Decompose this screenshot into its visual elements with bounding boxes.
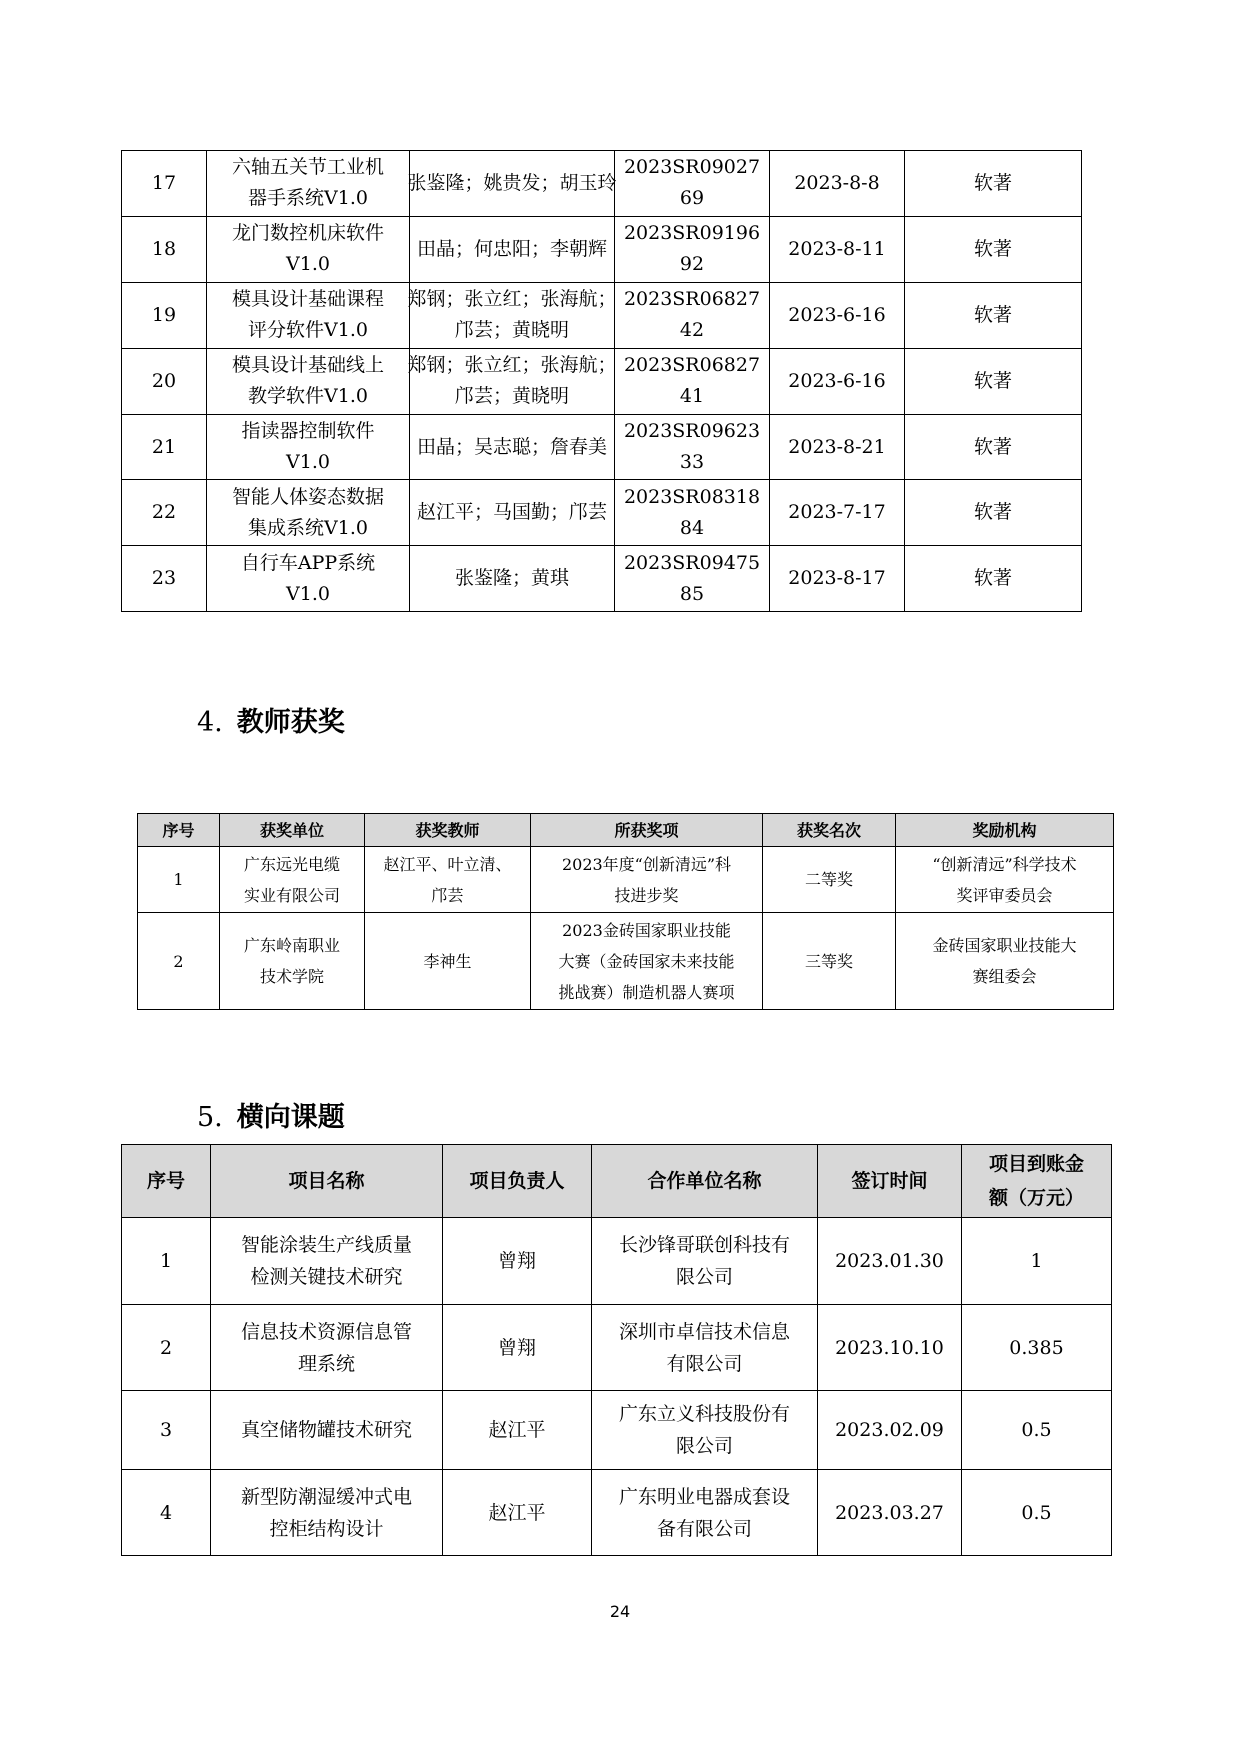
award-rank [763,847,896,913]
project-name-line: 新型防潮湿缓冲式电 [240,1485,412,1508]
row-number-line: 23 [151,567,177,590]
ip-type-line: 软著 [973,171,1012,194]
column-header [211,1145,443,1218]
column-header [365,814,531,847]
award-name-line: 2023金砖国家职业技能 [562,920,731,940]
software-name-line: 模具设计基础课程 [231,288,384,311]
column-header-line: 签订时间 [851,1170,928,1192]
authors [407,151,617,217]
registration-date [770,546,905,612]
registration-number-line: 41 [679,385,705,408]
row-number-line: 19 [151,303,177,326]
project-leader [443,1391,592,1470]
project-leader-line: 曾翔 [497,1336,536,1359]
registration-date-line: 2023-8-11 [788,237,886,260]
award-unit-line: 技术学院 [259,967,324,986]
row-number [122,151,207,217]
project-leader [443,1470,592,1556]
software-name-line: 集成系统V1.0 [248,516,368,539]
software-name [207,216,410,282]
project-name-line: 智能涂装生产线质量 [240,1234,412,1256]
funding-amount [962,1218,1112,1305]
registration-number [615,414,770,480]
signing-date-line: 2023.02.09 [835,1419,944,1441]
horizontal-projects-table [121,1144,1112,1556]
software-name-line: 六轴五关节工业机 [231,156,384,179]
column-header-line: 序号 [146,1170,185,1192]
registration-date-line: 2023-6-16 [788,369,886,392]
award-rank [763,913,896,1010]
award-unit-line: 广东岭南职业 [243,936,340,955]
partner-unit-line: 长沙锋哥联创科技有 [618,1234,790,1256]
partner-unit [592,1391,818,1470]
award-unit-line: 广东远光电缆 [243,854,340,874]
award-teachers-line: 赵江平、叶立清、 [383,854,512,874]
ip-type-line: 软著 [973,501,1012,524]
table-row [138,913,1114,1010]
partner-unit-line: 广东明业电器成套设 [618,1485,790,1508]
software-name-line: 器手系统V1.0 [248,187,368,210]
column-header [122,1145,211,1218]
project-leader [443,1305,592,1391]
project-name [211,1470,443,1556]
row-number [122,1218,211,1305]
project-name-line: 理系统 [297,1352,355,1375]
registration-number-line: 84 [679,516,705,539]
row-number-line: 22 [151,501,177,524]
award-teachers [365,913,531,1010]
row-number [122,480,207,546]
column-header-line: 获奖单位 [259,820,324,840]
teacher-awards-table [137,813,1114,1010]
row-number [138,913,220,1010]
registration-date [770,282,905,348]
partner-unit-line: 限公司 [675,1435,733,1457]
signing-date [818,1391,962,1470]
registration-number-line: 33 [679,451,705,473]
column-header-line: 序号 [162,820,195,840]
project-name-line: 真空储物罐技术研究 [240,1419,412,1441]
column-header [592,1145,818,1218]
row-number [122,1470,211,1556]
authors-line: 邝芸；黄晓明 [454,319,569,342]
registration-number [615,151,770,217]
award-name-line: 2023年度“创新清远”科 [561,854,732,874]
award-name-line: 技进步奖 [614,885,679,905]
column-header-line: 额（万元） [988,1187,1084,1209]
ip-type-line: 软著 [973,303,1012,326]
table-row [122,546,1082,612]
authors-line: 张鉴隆；姚贵发；胡玉玲 [407,171,617,194]
table-row [122,480,1082,546]
software-name [207,414,410,480]
authors-line: 郑钢；张立红；张海航； [407,288,617,311]
authors-line: 邝芸；黄晓明 [454,385,569,408]
registration-date-line: 2023-8-17 [788,567,886,590]
registration-date [770,216,905,282]
row-number [122,348,207,414]
award-name [531,847,763,913]
award-name-line: 挑战赛）制造机器人赛项 [558,982,735,1002]
award-organization [896,913,1114,1010]
project-name [211,1218,443,1305]
table-header-row [122,1145,1112,1218]
partner-unit-line: 深圳市卓信技术信息 [618,1320,790,1343]
row-number-line: 17 [151,171,177,194]
software-name [207,151,410,217]
software-name-line: V1.0 [286,253,330,276]
project-name-line: 控柜结构设计 [269,1517,384,1540]
award-name [531,913,763,1010]
signing-date [818,1218,962,1305]
funding-amount-line: 0.5 [1021,1419,1052,1441]
row-number [138,847,220,913]
registration-number-line: 42 [679,319,705,342]
software-copyright-table [121,150,1082,612]
authors [410,216,615,282]
partner-unit [592,1218,818,1305]
registration-number [615,480,770,546]
award-organization-line: 赛组委会 [972,967,1037,986]
authors-line: 张鉴隆；黄琪 [454,567,569,590]
section-heading-awards [197,700,345,739]
table-header-row [138,814,1114,847]
ip-type-line: 软著 [973,567,1012,590]
ip-type [905,546,1082,612]
row-number-line: 3 [159,1419,173,1441]
registration-number-line: 2023SR09623 [623,420,761,442]
row-number [122,216,207,282]
software-name-line: 指读器控制软件 [241,420,375,442]
column-header [531,814,763,847]
funding-amount [962,1470,1112,1556]
software-name [207,546,410,612]
row-number-line: 18 [151,237,177,260]
registration-number-line: 2023SR06827 [623,354,761,377]
column-header [138,814,220,847]
award-organization-line: “创新清远”科学技术 [932,854,1077,874]
project-leader-line: 赵江平 [488,1501,546,1524]
ip-type [905,216,1082,282]
column-header-line: 项目到账金 [988,1153,1084,1175]
registration-date-line: 2023-8-21 [788,435,886,458]
column-header [896,814,1114,847]
section-heading-projects [197,1095,345,1134]
software-name-line: 自行车APP系统 [240,551,376,574]
award-rank-line: 二等奖 [804,870,853,889]
row-number [122,414,207,480]
table-row [122,1218,1112,1305]
project-leader-line: 曾翔 [497,1250,536,1272]
registration-number-line: 2023SR09475 [623,551,761,574]
table-row [122,414,1082,480]
authors-line: 郑钢；张立红；张海航； [407,354,617,377]
software-name [207,480,410,546]
ip-type [905,348,1082,414]
funding-amount [962,1305,1112,1391]
software-name-line: 评分软件V1.0 [248,319,368,342]
column-header [818,1145,962,1218]
funding-amount [962,1391,1112,1470]
row-number-line: 2 [173,951,184,971]
ip-type-line: 软著 [973,435,1012,458]
partner-unit [592,1305,818,1391]
registration-date [770,480,905,546]
section-number: 4. [197,707,223,738]
award-organization-line: 金砖国家职业技能大 [932,936,1077,955]
row-number-line: 20 [151,369,177,392]
authors [410,546,615,612]
table-row [122,216,1082,282]
software-name [207,348,410,414]
award-teachers-line: 李神生 [423,951,472,971]
registration-date [770,414,905,480]
partner-unit-line: 备有限公司 [656,1517,752,1540]
ip-type [905,282,1082,348]
award-name-line: 大赛（金砖国家未来技能 [558,951,735,971]
table-row [122,1305,1112,1391]
registration-number-line: 85 [679,582,705,605]
section-title: 教师获奖 [236,707,345,738]
section-number: 5. [197,1102,223,1133]
award-teachers-line: 邝芸 [431,885,464,905]
award-teachers [365,847,531,913]
authors-line: 田晶；吴志聪；詹春美 [416,435,607,458]
project-leader [443,1218,592,1305]
award-rank-line: 三等奖 [804,951,853,971]
award-organization-line: 奖评审委员会 [956,885,1053,905]
registration-date [770,348,905,414]
authors-line: 田晶；何忠阳；李朝辉 [416,237,607,260]
registration-number-line: 2023SR08318 [623,485,761,508]
registration-number [615,348,770,414]
table-row [138,847,1114,913]
registration-number-line: 92 [679,253,705,276]
column-header [962,1145,1112,1218]
partner-unit-line: 广东立义科技股份有 [618,1403,790,1425]
ip-type-line: 软著 [973,369,1012,392]
registration-number-line: 2023SR09196 [623,222,761,245]
column-header-line: 获奖名次 [796,820,861,840]
registration-date [770,151,905,217]
column-header-line: 项目名称 [288,1170,365,1192]
ip-type [905,151,1082,217]
row-number [122,1391,211,1470]
software-name-line: V1.0 [286,451,330,473]
authors [407,348,617,414]
registration-number-line: 2023SR06827 [623,288,761,311]
software-name [207,282,410,348]
registration-date-line: 2023-8-8 [794,171,880,194]
authors [410,414,615,480]
row-number [122,282,207,348]
authors [410,480,615,546]
funding-amount-line: 1 [1030,1250,1043,1272]
software-name-line: 龙门数控机床软件 [231,222,384,245]
registration-date-line: 2023-7-17 [788,501,886,524]
registration-number-line: 2023SR09027 [623,156,761,179]
page-number: 24 [609,1602,631,1621]
signing-date-line: 2023.01.30 [835,1250,944,1272]
column-header [443,1145,592,1218]
project-name-line: 信息技术资源信息管 [240,1320,412,1343]
row-number [122,546,207,612]
project-name [211,1305,443,1391]
ip-type-line: 软著 [973,237,1012,260]
table-row [122,1470,1112,1556]
funding-amount-line: 0.5 [1021,1501,1052,1524]
software-name-line: V1.0 [286,582,330,605]
signing-date-line: 2023.03.27 [835,1501,944,1524]
table-row [122,151,1082,217]
software-name-line: 智能人体姿态数据 [231,485,384,508]
table-row [122,282,1082,348]
row-number-line: 2 [159,1336,173,1359]
section-title: 横向课题 [236,1102,345,1133]
registration-number [615,216,770,282]
column-header-line: 获奖教师 [415,820,480,840]
row-number-line: 1 [159,1250,173,1272]
ip-type [905,414,1082,480]
column-header [220,814,365,847]
award-unit [220,847,365,913]
partner-unit-line: 限公司 [675,1266,733,1288]
ip-type [905,480,1082,546]
project-name [211,1391,443,1470]
registration-number-line: 69 [679,187,705,210]
signing-date-line: 2023.10.10 [835,1336,944,1359]
registration-date-line: 2023-6-16 [788,303,886,326]
award-unit-line: 实业有限公司 [243,885,340,905]
partner-unit-line: 有限公司 [666,1352,743,1375]
row-number-line: 1 [173,870,184,889]
registration-number [615,546,770,612]
project-name-line: 检测关键技术研究 [250,1266,403,1288]
software-name-line: 教学软件V1.0 [248,385,368,408]
column-header-line: 项目负责人 [469,1170,565,1192]
project-leader-line: 赵江平 [488,1419,546,1441]
award-unit [220,913,365,1010]
registration-number [615,282,770,348]
row-number [122,1305,211,1391]
column-header-line: 合作单位名称 [647,1170,762,1192]
award-organization [896,847,1114,913]
column-header-line: 奖励机构 [972,820,1037,840]
signing-date [818,1470,962,1556]
column-header-line: 所获奖项 [614,820,679,840]
authors-line: 赵江平；马国勤；邝芸 [416,501,607,524]
row-number-line: 21 [151,435,177,458]
signing-date [818,1305,962,1391]
table-row [122,348,1082,414]
row-number-line: 4 [159,1501,173,1524]
column-header [763,814,896,847]
funding-amount-line: 0.385 [1009,1336,1064,1359]
table-row [122,1391,1112,1470]
software-name-line: 模具设计基础线上 [231,354,384,377]
partner-unit [592,1470,818,1556]
authors [407,282,617,348]
